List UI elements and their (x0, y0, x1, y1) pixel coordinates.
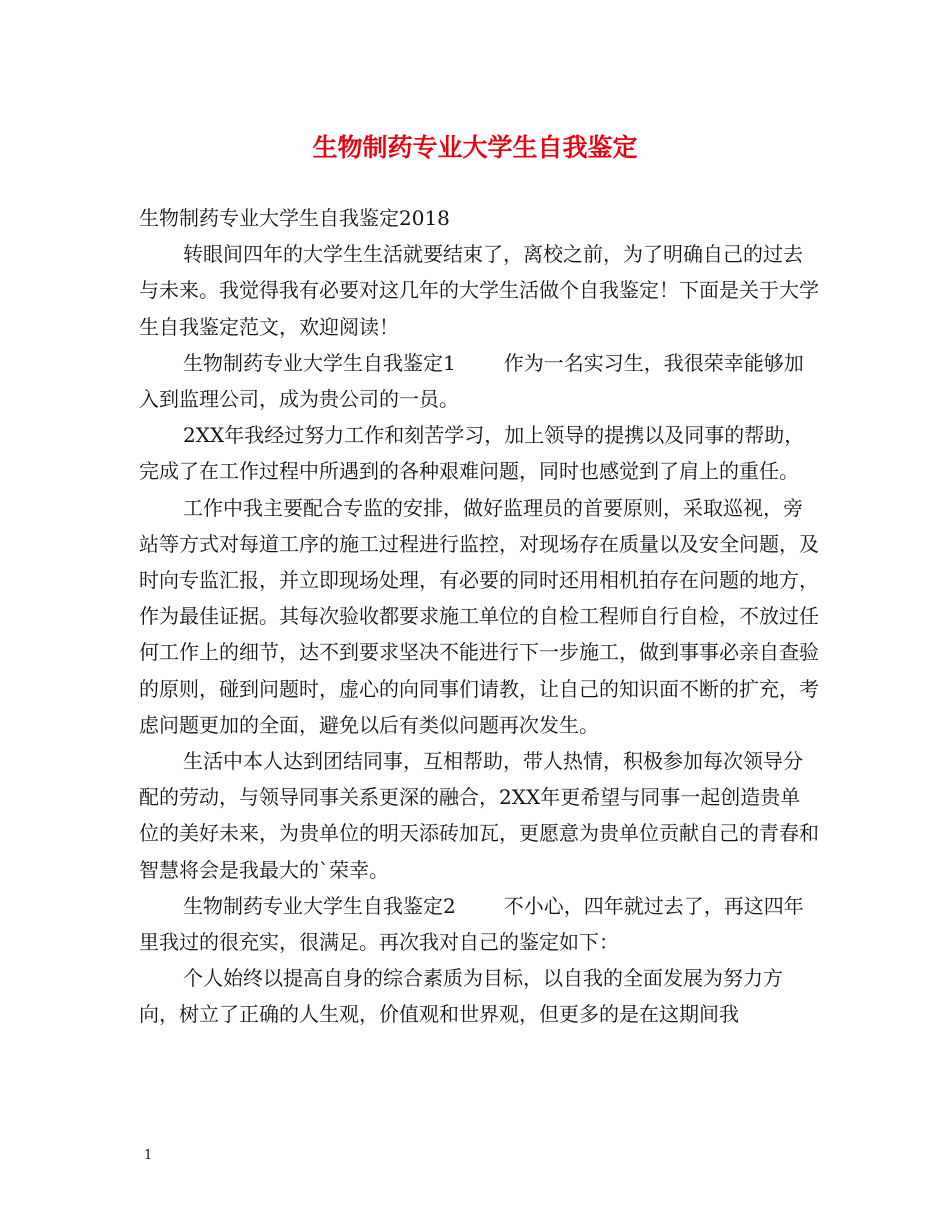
document-title: 生物制药专业大学生自我鉴定 (312, 133, 638, 162)
paragraph-3: 工作中我主要配合专监的安排，做好监理员的首要原则，采取巡视，旁站等方式对每道工序的施工过程进行监控，对现场存在质量以及安全问题，及时向专监汇报，并立即现场处理，有必要的同时还用相机拍存在问题的地方，作为最佳证据。其每次验收都要求施工单位的自检工程师自行自检，不放过任何工作上的细节，达不到要求坚决不能进行下一步施工，做到事事必亲自查验的原则，碰到问题时，虚心的向同事们请教，让自己的知识面不断的扩充，考虑问题更加的全面，避免以后有类似问题再次发生。 (139, 495, 819, 737)
paragraph-4: 生活中本人达到团结同事，互相帮助，带人热情，积极参加每次领导分配的劳动，与领导同事关系更深的融合，2XX年更希望与同事一起创造贵单位的美好未来，为贵单位的明天添砖加瓦，更愿意为贵单位贡献自己的青春和智慧将会是我最大的`荣幸。 (139, 749, 819, 882)
document-body (139, 200, 819, 1033)
paragraph-6: 个人始终以提高自身的综合素质为目标，以自我的全面发展为努力方向，树立了正确的人生观，价值观和世界观，但更多的是在这期间我 (139, 966, 783, 1027)
section-1-heading: 生物制药专业大学生自我鉴定1 (183, 350, 456, 375)
section-1-paragraph (139, 345, 819, 417)
section-1-text: 作为一名实习生，我很荣幸能够加入到监理公司，成为贵公司的一员。 (139, 350, 804, 412)
paragraph-2: 2XX年我经过努力工作和刻苦学习，加上领导的提携以及同事的帮助，完成了在工作过程中所遇到的各种艰难问题，同时也感觉到了肩上的重任。 (139, 423, 805, 484)
section-2-paragraph (139, 888, 819, 960)
section-2-text: 不小心，四年就过去了，再这四年里我过的很充实，很满足。再次我对自己的鉴定如下： (139, 893, 804, 955)
section-2-heading: 生物制药专业大学生自我鉴定2 (183, 893, 456, 918)
page-number: 1 (144, 1148, 153, 1163)
document-subtitle: 生物制药专业大学生自我鉴定2018 (139, 206, 450, 230)
intro-paragraph: 转眼间四年的大学生生活就要结束了，离校之前，为了明确自己的过去与未来。我觉得我有必要对这几年的大学生活做个自我鉴定！下面是关于大学生自我鉴定范文，欢迎阅读！ (139, 242, 819, 339)
